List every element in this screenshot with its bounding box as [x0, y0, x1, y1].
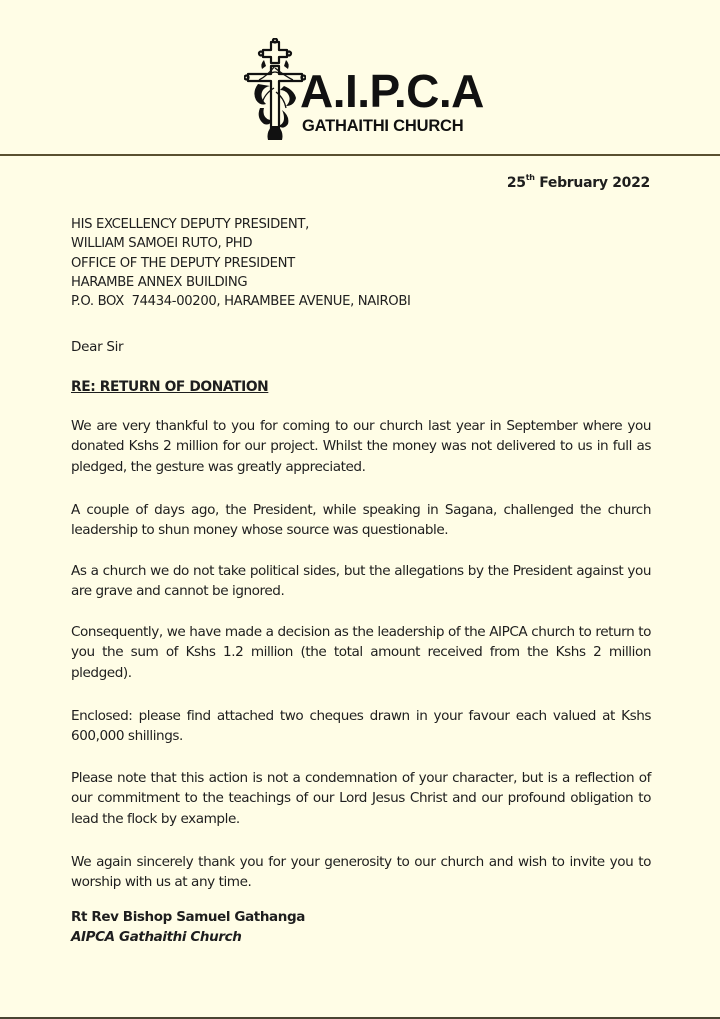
- body-paragraph: Consequently, we have made a decision as the leadership of the AIPCA church to return to you the sum of Kshs 1.2 million (the total amount received from the Kshs 2 million pledged).: [71, 624, 651, 681]
- organization-subtitle: GATHAITHI CHURCH: [302, 117, 464, 135]
- body-paragraph: We are very thankful to you for coming to our church last year in September where you donated Kshs 2 million for our project. Whilst the money was not delivered to us in full as pledged, the gesture was greatly appreciated.: [71, 418, 651, 475]
- date-month-year: February 2022: [534, 175, 650, 191]
- body-paragraph: As a church we do not take political sides, but the allegations by the President against you are grave and cannot be ignored.: [71, 563, 651, 600]
- body-paragraph: Please note that this action is not a condemnation of your character, but is a reflection of our commitment to the teachings of our Lord Jesus Christ and our profound obligation to lead the flock by example.: [71, 770, 651, 827]
- header-divider: [0, 154, 720, 156]
- date-day: 25: [506, 175, 526, 191]
- body-paragraph: Enclosed: please find attached two cheques drawn in your favour each valued at Kshs 600,000 shillings.: [71, 708, 651, 745]
- address-line: OFFICE OF THE DEPUTY PRESIDENT: [71, 255, 295, 271]
- letter-date: [507, 175, 650, 191]
- address-line: P.O. BOX 74434-00200, HARAMBEE AVENUE, NAIROBI: [71, 294, 411, 310]
- signatory-name: Rt Rev Bishop Samuel Gathanga: [71, 909, 305, 925]
- recipient-address: [71, 215, 411, 311]
- address-line: HARAMBE ANNEX BUILDING: [71, 274, 248, 290]
- cross-with-vine-icon: [244, 38, 306, 142]
- address-line: WILLIAM SAMOEI RUTO, PHD: [71, 236, 253, 252]
- signatory-organization: AIPCA Gathaithi Church: [71, 929, 242, 945]
- salutation: Dear Sir: [71, 339, 124, 355]
- date-suffix: th: [525, 173, 535, 182]
- body-paragraph: A couple of days ago, the President, while speaking in Sagana, challenged the church leadership to shun money whose source was questionable.: [71, 502, 651, 539]
- organization-title: A.I.P.C.A: [300, 65, 484, 117]
- subject-line: RE: RETURN OF DONATION: [71, 379, 269, 395]
- letterhead: [0, 0, 720, 156]
- body-paragraph: We again sincerely thank you for your generosity to our church and wish to invite you to worship with us at any time.: [71, 854, 651, 891]
- address-line: HIS EXCELLENCY DEPUTY PRESIDENT,: [71, 217, 309, 232]
